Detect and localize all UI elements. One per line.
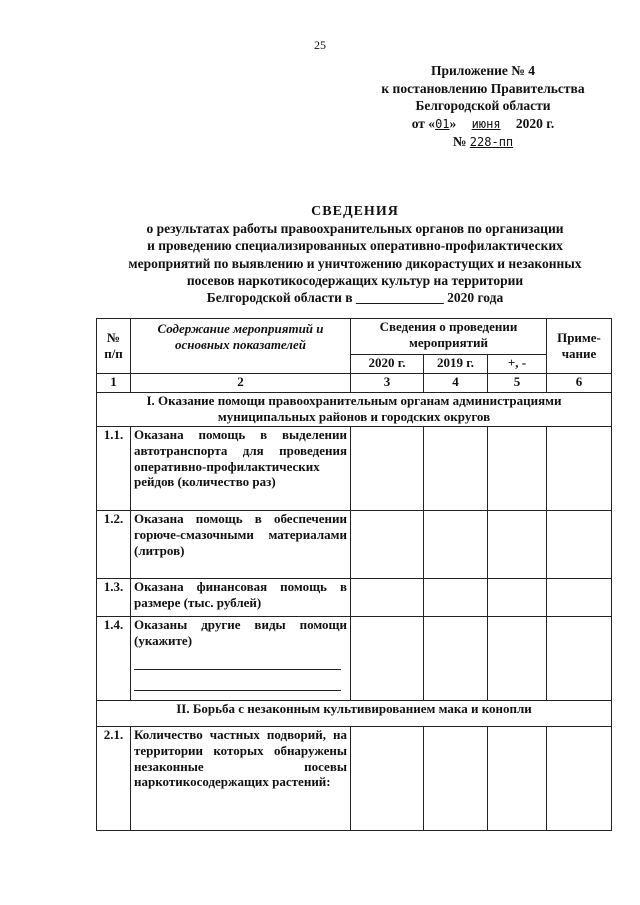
cell-diff[interactable] (488, 727, 547, 831)
header-2020: 2020 г. (351, 355, 424, 374)
row-text: Оказана финансовая помощь в размере (тыс. рублей) (131, 579, 351, 617)
col-number: 5 (488, 374, 547, 393)
date-year: 2020 г. (515, 115, 555, 131)
appendix-decree: к постановлению Правительства (381, 80, 585, 96)
cell-2019[interactable] (424, 579, 488, 617)
cell-diff[interactable] (488, 579, 547, 617)
cell-note[interactable] (547, 511, 612, 579)
title-line-5: Белгородской области в _____________ 2020 года (206, 290, 504, 306)
row-num: 1.1. (97, 427, 131, 511)
date-day: 01 (435, 116, 450, 131)
report-table (96, 318, 612, 831)
row-num: 1.3. (97, 579, 131, 617)
appendix-region: Белгородской области (415, 98, 551, 113)
col-number: 4 (424, 374, 488, 393)
title-line-2: и проведению специализированных оперативно-профилактических (147, 238, 563, 254)
cell-note[interactable] (547, 617, 612, 701)
date-prefix: от « (411, 115, 436, 131)
appendix-block (368, 62, 598, 152)
table-row (97, 617, 612, 701)
section-title: I. Оказание помощи правоохранительным органам администрациями муниципальных районов и городских округов (97, 393, 612, 427)
row-text: Оказана помощь в выделении автотранспорта для проведения оперативно-профилактических рейдов (количество раз) (131, 427, 351, 511)
cell-note[interactable] (547, 579, 612, 617)
cell-2020[interactable] (351, 579, 424, 617)
title-line-4: посевов наркотикосодержащих культур на территории (186, 272, 524, 288)
row-text-cell (131, 617, 351, 701)
col-number: 2 (131, 374, 351, 393)
table-row (97, 727, 612, 831)
title-line-3: мероприятий по выявлению и уничтожению дикорастущих и незаконных (128, 255, 582, 271)
col-number: 6 (547, 374, 612, 393)
row-text: Оказаны другие виды помощи (укажите) (134, 617, 347, 648)
appendix-number (368, 133, 598, 152)
cell-2020[interactable] (351, 727, 424, 831)
blank-line[interactable] (134, 674, 341, 691)
cell-diff[interactable] (488, 617, 547, 701)
cell-2020[interactable] (351, 617, 424, 701)
col-number: 1 (97, 374, 131, 393)
cell-diff[interactable] (488, 511, 547, 579)
row-text: Оказана помощь в обеспечении горюче-смазочными материалами (литров) (131, 511, 351, 579)
cell-2019[interactable] (424, 427, 488, 511)
cell-2019[interactable] (424, 511, 488, 579)
header-num: № п/п (97, 319, 131, 374)
appendix-title: Приложение № 4 (431, 63, 535, 78)
appendix-date (368, 115, 598, 134)
title-line-1: о результатах работы правоохранительных органов по организации (146, 221, 564, 237)
cell-2019[interactable] (424, 727, 488, 831)
table-row (97, 579, 612, 617)
section-title: II. Борьба с незаконным культивированием мака и конопли (97, 701, 612, 727)
header-info: Сведения о проведении мероприятий (351, 319, 547, 355)
cell-2019[interactable] (424, 617, 488, 701)
col-number: 3 (351, 374, 424, 393)
header-2019: 2019 г. (424, 355, 488, 374)
document-title (90, 203, 620, 306)
blank-line[interactable] (134, 653, 341, 670)
cell-note[interactable] (547, 727, 612, 831)
table-row (97, 427, 612, 511)
table-row (97, 511, 612, 579)
row-num: 2.1. (97, 727, 131, 831)
header-content: Содержание мероприятий и основных показателей (131, 319, 351, 374)
date-mid: » (449, 115, 457, 131)
decree-number: 228-пп (469, 135, 514, 149)
row-num: 1.4. (97, 617, 131, 701)
date-month: июня (471, 116, 501, 131)
title-heading: СВЕДЕНИЯ (311, 204, 399, 219)
header-diff: +, - (488, 355, 547, 374)
row-text: Количество частных подворий, на территории которых обнаружены незаконные посевы наркотикосодержащих растений: (131, 727, 351, 831)
cell-2020[interactable] (351, 427, 424, 511)
number-prefix: № (452, 134, 467, 149)
cell-diff[interactable] (488, 427, 547, 511)
header-note: Приме-чание (547, 319, 612, 374)
cell-2020[interactable] (351, 511, 424, 579)
cell-note[interactable] (547, 427, 612, 511)
page-number: 25 (314, 38, 326, 52)
row-num: 1.2. (97, 511, 131, 579)
